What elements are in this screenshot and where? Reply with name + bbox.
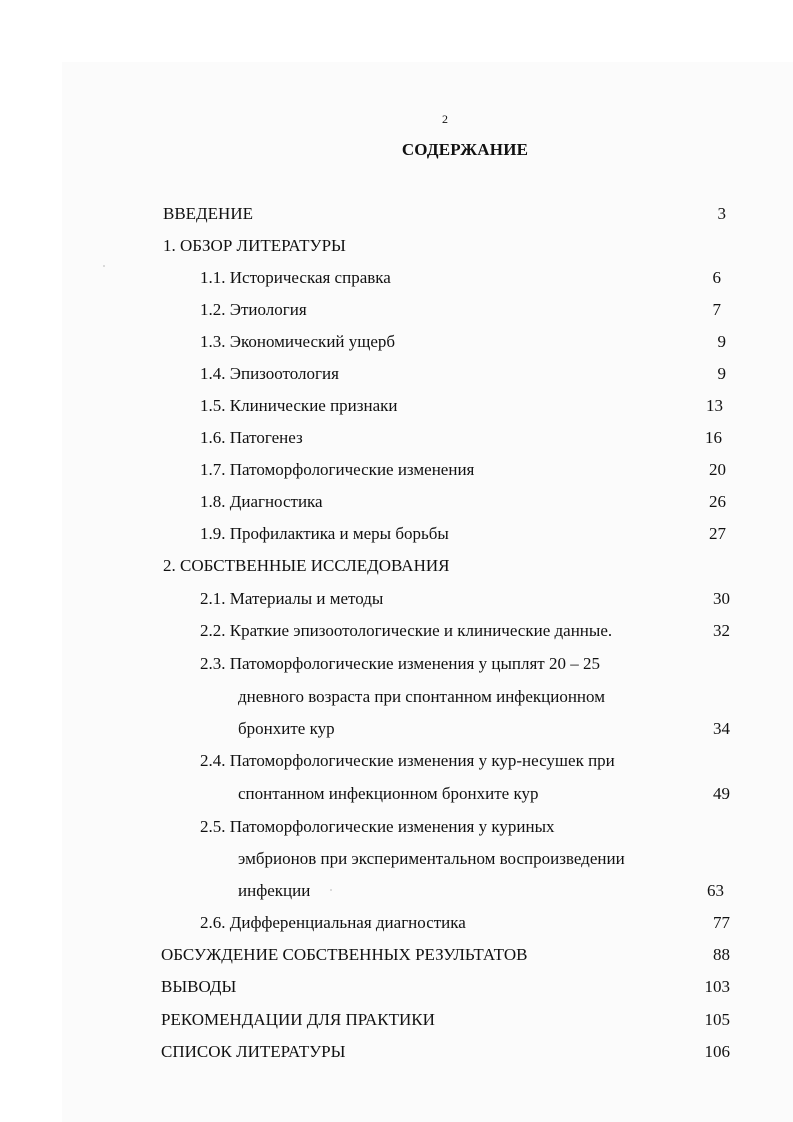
toc-entry-1-6: 1.6. Патогенез [200, 428, 303, 447]
scan-speck [330, 889, 332, 891]
toc-page-recommendations: 105 [704, 1010, 730, 1029]
toc-entry-2-2: 2.2. Краткие эпизоотологические и клинические данные. [200, 621, 613, 640]
toc-entry-1-2: 1.2. Этиология [200, 300, 307, 319]
toc-entry-2-3-line2: дневного возраста при спонтанном инфекционном [238, 687, 605, 706]
toc-page-1-5: 13 [706, 396, 723, 415]
toc-page-1-7: 20 [709, 460, 726, 479]
toc-page-1-1: 6 [712, 268, 721, 287]
toc-entry-1-8: 1.8. Диагностика [200, 492, 323, 511]
toc-page-discussion: 88 [713, 945, 730, 964]
toc-entry-1-1: 1.1. Историческая справка [200, 268, 391, 287]
toc-entry-conclusions: ВЫВОДЫ [161, 977, 237, 996]
toc-page-1-2: 7 [712, 300, 721, 319]
toc-entry-2-4-line1: 2.4. Патоморфологические изменения у кур-несушек при [200, 751, 615, 770]
toc-entry-discussion: ОБСУЖДЕНИЕ СОБСТВЕННЫХ РЕЗУЛЬТАТОВ [161, 945, 528, 964]
toc-entry-2-1: 2.1. Материалы и методы [200, 589, 384, 608]
toc-page-references: 106 [704, 1042, 730, 1061]
toc-page-1-9: 27 [709, 524, 726, 543]
toc-entry-1-5: 1.5. Клинические признаки [200, 396, 398, 415]
toc-entry-intro: ВВЕДЕНИЕ [163, 204, 253, 223]
toc-entry-2-4-line2: спонтанном инфекционном бронхите кур [238, 784, 539, 803]
toc-page-2-1: 30 [713, 589, 730, 608]
toc-entry-recommendations: РЕКОМЕНДАЦИИ ДЛЯ ПРАКТИКИ [161, 1010, 435, 1029]
toc-page-1-8: 26 [709, 492, 726, 511]
scan-speck [103, 265, 105, 267]
toc-entry-2-5-line1: 2.5. Патоморфологические изменения у куриных [200, 817, 555, 836]
toc-entry-section1: 1. ОБЗОР ЛИТЕРАТУРЫ [163, 236, 346, 255]
toc-page-2-3: 34 [713, 719, 730, 738]
toc-page-2-2: 32 [713, 621, 730, 640]
toc-entry-1-3: 1.3. Экономический ущерб [200, 332, 396, 351]
toc-page-conclusions: 103 [704, 977, 730, 996]
toc-entry-2-6: 2.6. Дифференциальная диагностика [200, 913, 466, 932]
toc-entry-2-5-line2: эмбрионов при экспериментальном воспроизведении [238, 849, 625, 868]
toc-entry-1-7: 1.7. Патоморфологические изменения [200, 460, 475, 479]
toc-entry-references: СПИСОК ЛИТЕРАТУРЫ [161, 1042, 346, 1061]
toc-page-2-5: 63 [707, 881, 724, 900]
toc-entry-2-5-line3: инфекции [238, 881, 311, 900]
page-title: СОДЕРЖАНИЕ [401, 140, 529, 159]
toc-entry-1-4: 1.4. Эпизоотология [200, 364, 339, 383]
toc-entry-2-3-line3: бронхите кур [238, 719, 335, 738]
toc-page-intro: 3 [717, 204, 726, 223]
toc-entry-1-9: 1.9. Профилактика и меры борьбы [200, 524, 449, 543]
toc-entry-2-3-line1: 2.3. Патоморфологические изменения у цыплят 20 – 25 [200, 654, 600, 673]
toc-page-1-6: 16 [705, 428, 722, 447]
toc-entry-section2: 2. СОБСТВЕННЫЕ ИССЛЕДОВАНИЯ [163, 556, 450, 575]
toc-page-1-4: 9 [717, 364, 726, 383]
page-number: 2 [442, 112, 448, 126]
toc-page-1-3: 9 [717, 332, 726, 351]
toc-page-2-6: 77 [713, 913, 730, 932]
toc-page-2-4: 49 [713, 784, 730, 803]
